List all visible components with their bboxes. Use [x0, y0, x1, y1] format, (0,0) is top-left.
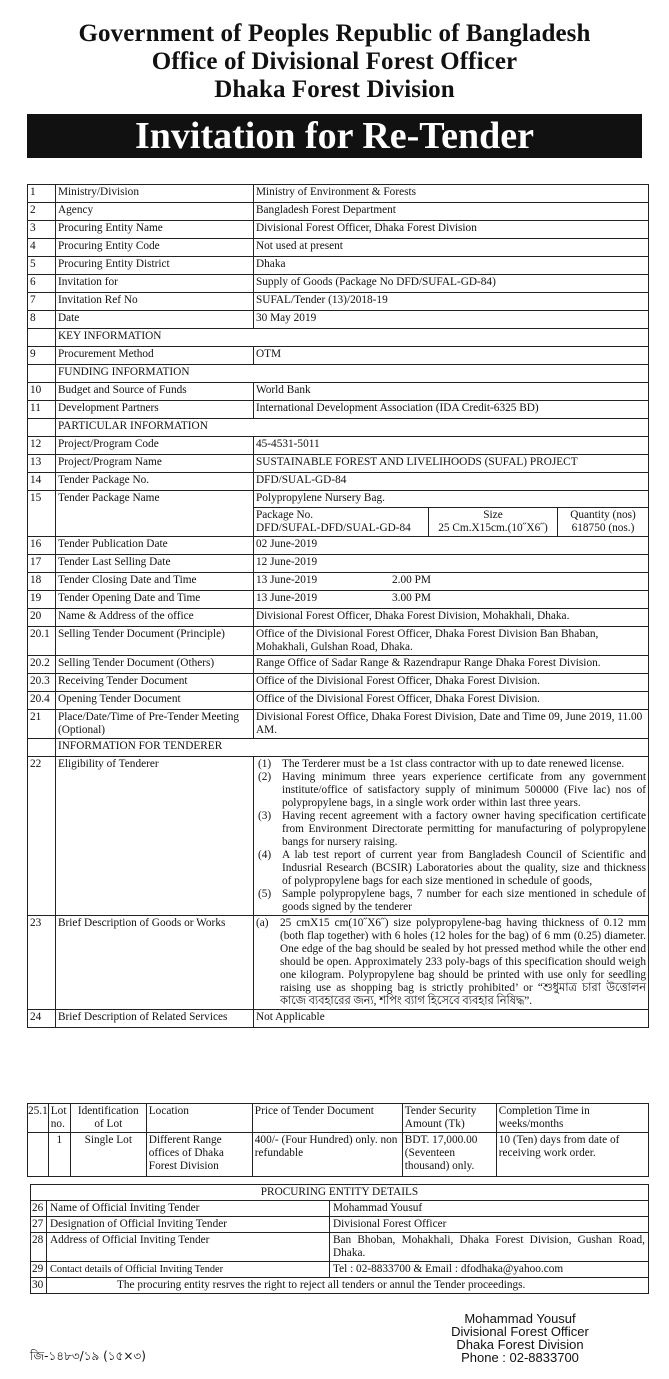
row-number: 29 [31, 1262, 47, 1278]
signatory-division: Dhaka Forest Division [456, 1337, 584, 1352]
row-value: Ministry of Environment & Forests [254, 185, 649, 203]
row-number: 17 [28, 555, 56, 573]
size-cell [429, 508, 558, 537]
package-no-value: DFD/SUFAL-DFD/SUAL-GD-84 [256, 522, 411, 534]
lot-location: Different Range offices of Dhaka Forest Division [146, 1133, 252, 1177]
row-number: 2 [28, 203, 56, 221]
eligibility-list-cell [254, 757, 649, 916]
row-number: 6 [28, 275, 56, 293]
row-number: 7 [28, 293, 56, 311]
row-label: Name & Address of the office [56, 609, 254, 627]
row-number: 28 [31, 1233, 47, 1262]
table-row [28, 239, 649, 257]
table-row [31, 1233, 649, 1262]
row-value [254, 573, 649, 591]
row-label: Date [56, 311, 254, 329]
lot-completion: 10 (Ten) days from date of receiving work order. [496, 1133, 648, 1177]
row-label: Brief Description of Goods or Works [56, 916, 254, 1010]
table-row [31, 1262, 649, 1278]
row-number: 20.3 [28, 674, 56, 692]
row-value: Divisional Forest Office, Dhaka Forest Division, Date and Time 09, June 2019, 11.00 AM. [254, 710, 649, 739]
row-value: OTM [254, 347, 649, 365]
eligibility-item-number: (3) [258, 810, 272, 822]
reservation-clause: The procuring entity resrves the right to reject all tenders or annul the Tender proceedings. [47, 1278, 649, 1294]
eligibility-list [256, 758, 646, 914]
eligibility-item [258, 771, 646, 810]
lot-header-location: Location [146, 1104, 252, 1133]
row-label: Selling Tender Document (Others) [56, 656, 254, 674]
row-label: Brief Description of Related Services [56, 1010, 254, 1028]
row-value: Divisional Forest Officer, Dhaka Forest Division, Mohakhali, Dhaka. [254, 609, 649, 627]
row-label: Opening Tender Document [56, 692, 254, 710]
package-no-cell [254, 508, 429, 537]
lot-header-lot: Lot no. [48, 1104, 70, 1133]
signatory-name: Mohammad Yousuf [464, 1311, 576, 1326]
row-number: 4 [28, 239, 56, 257]
table-row [28, 221, 649, 239]
table-row [28, 401, 649, 419]
signature-block [420, 1312, 620, 1364]
row-label: Project/Program Name [56, 455, 254, 473]
lot-number: 1 [48, 1133, 70, 1177]
table-row [28, 203, 649, 221]
eligibility-item-number: (1) [258, 758, 272, 770]
table-row [28, 674, 649, 692]
row-value [254, 591, 649, 609]
row-number: 27 [31, 1217, 47, 1233]
eligibility-item-number: (5) [258, 888, 272, 900]
table-row [28, 555, 649, 573]
row-label: Name of Official Inviting Tender [47, 1201, 330, 1217]
table-row [28, 537, 649, 555]
procuring-title: PROCURING ENTITY DETAILS [31, 1185, 649, 1201]
eligibility-item [258, 849, 646, 888]
row-value: SUSTAINABLE FOREST AND LIVELIHOODS (SUFAL) PROJECT [254, 455, 649, 473]
eligibility-item-number: (2) [258, 771, 272, 783]
row-value: Supply of Goods (Package No DFD/SUFAL-GD-84) [254, 275, 649, 293]
section-heading: FUNDING INFORMATION [56, 365, 649, 383]
quantity-cell [558, 508, 649, 537]
row-number: 1 [28, 185, 56, 203]
table-row [28, 609, 649, 627]
section-row [28, 365, 649, 383]
row-number: 22 [28, 757, 56, 916]
row-number: 24 [28, 1010, 56, 1028]
row-label: Selling Tender Document (Principle) [56, 627, 254, 656]
signatory-phone: Phone : 02-8833700 [461, 1350, 579, 1365]
lot-security: BDT. 17,000.00 (Seventeen thousand) only. [402, 1133, 496, 1177]
row-number: 16 [28, 537, 56, 555]
closing-time: 2.00 PM [392, 574, 431, 586]
row-number: 26 [31, 1201, 47, 1217]
table-row [28, 437, 649, 455]
row-number: 8 [28, 311, 56, 329]
opening-date: 13 June-2019 [256, 592, 318, 604]
eligibility-item-text: Sample polypropylene bags, 7 number for each size mentioned in schedule of goods signed by the tenderer [282, 888, 646, 913]
table-row [28, 383, 649, 401]
eligibility-item-text: Having minimum three years experience certificate from any government institute/office of satisfactory supply of minimum 500000 (Five lac) nos of polypropylene bags, in a single work order within last three years. [282, 771, 646, 809]
row-label: Tender Publication Date [56, 537, 254, 555]
row-number: 9 [28, 347, 56, 365]
row-label: Tender Opening Date and Time [56, 591, 254, 609]
eligibility-item-text: A lab test report of current year from Bangladesh Council of Scientific and Indusrial Research (BCSIR) Laboratories about the quality, size and thickness of polypropylene bags for each size mentioned in schedule of goods, [282, 849, 646, 887]
table-row [28, 275, 649, 293]
row-number: 18 [28, 573, 56, 591]
eligibility-item [258, 758, 646, 771]
eligibility-item [258, 810, 646, 849]
row-value: Office of the Divisional Forest Officer, Dhaka Forest Division. [254, 674, 649, 692]
row-label: Contact details of Official Inviting Tender [47, 1262, 330, 1278]
row-value: 02 June-2019 [254, 537, 649, 555]
row-number: 13 [28, 455, 56, 473]
table-row [28, 916, 649, 1010]
row-number: 14 [28, 473, 56, 491]
row-number: 11 [28, 401, 56, 419]
lot-header-no: 25.1 [28, 1104, 49, 1133]
item-marker: (a) [256, 917, 269, 929]
row-label: Invitation for [56, 275, 254, 293]
row-label: Address of Official Inviting Tender [47, 1233, 330, 1262]
row-label: Ministry/Division [56, 185, 254, 203]
procuring-entity-table [30, 1184, 649, 1294]
row-value: 45-4531-5011 [254, 437, 649, 455]
quantity-value: 618750 (nos.) [571, 522, 635, 534]
row-number: 20 [28, 609, 56, 627]
row-label: Eligibility of Tenderer [56, 757, 254, 916]
table-row [28, 692, 649, 710]
package-no-header: Package No. [256, 509, 314, 521]
row-label: Development Partners [56, 401, 254, 419]
row-label: Procurement Method [56, 347, 254, 365]
lot-header-identification: Identification of Lot [70, 1104, 146, 1133]
row-value: Divisional Forest Officer [330, 1217, 649, 1233]
row-value: Office of the Divisional Forest Officer, Dhaka Forest Division. [254, 692, 649, 710]
eligibility-item-number: (4) [258, 849, 272, 861]
row-value: Polypropylene Nursery Bag. [256, 492, 385, 504]
section-heading: PARTICULAR INFORMATION [56, 419, 649, 437]
row-number: 5 [28, 257, 56, 275]
package-cell [254, 491, 649, 537]
row-value: Not Applicable [254, 1010, 649, 1028]
lot-row [28, 1133, 649, 1177]
header-line-1: Government of Peoples Republic of Bangladesh [78, 20, 591, 47]
row-number: 10 [28, 383, 56, 401]
table-row [28, 627, 649, 656]
header-line-2: Office of Divisional Forest Officer [151, 48, 518, 75]
row-value: SUFAL/Tender (13)/2018-19 [254, 293, 649, 311]
row-number: 19 [28, 591, 56, 609]
row-label: Designation of Official Inviting Tender [47, 1217, 330, 1233]
goods-description: 25 cmX15 cm(10˝X6˝) size polypropylene-bag having thickness of 0.12 mm (both flap together) with 6 holes (12 holes for the bag) of 6 mm (0.25) diameter. One edge of the bag should be sealed by hot pressed method while the other end should be open. Approximately 233 poly-bags of this specification should weigh one kilogram. Polypropylene bag should be printed with use only for seedling raising use as shopping bag is strictly prohibited’ or “শুধুমাত্র চারা উত্তোলন কাজে ব্যবহারের জন্য, শপিং ব্যাগ হিসেবে ব্যবহার নিষিদ্ধ”. [280, 917, 646, 1007]
row-number: 20.2 [28, 656, 56, 674]
tender-info-table [27, 184, 649, 1028]
table-row [31, 1201, 649, 1217]
row-value: 12 June-2019 [254, 555, 649, 573]
eligibility-item-text: The Terderer must be a 1st class contractor with up to date renewed license. [282, 758, 625, 770]
row-number: 3 [28, 221, 56, 239]
lot-header-price: Price of Tender Document [252, 1104, 402, 1133]
row-number: 15 [28, 491, 56, 537]
document-header [0, 20, 669, 104]
table-row [28, 757, 649, 916]
opening-time: 3.00 PM [392, 592, 431, 604]
row-value: International Development Association (IDA Credit-6325 BD) [254, 401, 649, 419]
lot-price: 400/- (Four Hundred) only. non refundable [252, 1133, 402, 1177]
lot-header-security: Tender Security Amount (Tk) [402, 1104, 496, 1133]
header-line-3: Dhaka Forest Division [214, 76, 455, 103]
table-row [28, 185, 649, 203]
signatory-designation: Divisional Forest Officer [451, 1324, 589, 1339]
lot-header-row [28, 1104, 649, 1133]
goods-description-cell [254, 916, 649, 1010]
row-number: 30 [31, 1278, 47, 1294]
closing-date: 13 June-2019 [256, 574, 318, 586]
row-label: Invitation Ref No [56, 293, 254, 311]
row-value: Office of the Divisional Forest Officer, Dhaka Forest Division Ban Bhaban, Mohakhali, Gulshan Road, Dhaka. [254, 627, 649, 656]
row-label: Procuring Entity District [56, 257, 254, 275]
row-value: World Bank [254, 383, 649, 401]
eligibility-item [258, 888, 646, 914]
invitation-banner: Invitation for Re-Tender [27, 114, 642, 158]
quantity-header: Quantity (nos) [570, 509, 636, 521]
row-value: DFD/SUAL-GD-84 [254, 473, 649, 491]
table-row [28, 257, 649, 275]
table-row [28, 1010, 649, 1028]
table-row [28, 473, 649, 491]
memo-number: জি-১৪৮৩/১৯ (১৫×৩) [30, 1349, 146, 1363]
lot-table [27, 1103, 649, 1177]
section-heading: KEY INFORMATION [56, 329, 649, 347]
table-row [31, 1278, 649, 1294]
row-number: 21 [28, 710, 56, 739]
row-number: 20.1 [28, 627, 56, 656]
table-row [28, 573, 649, 591]
row-label: Receiving Tender Document [56, 674, 254, 692]
row-number: 23 [28, 916, 56, 1010]
row-label: Tender Package Name [56, 491, 254, 537]
row-value: 30 May 2019 [254, 311, 649, 329]
row-label: Procuring Entity Code [56, 239, 254, 257]
row-label: Project/Program Code [56, 437, 254, 455]
row-label: Procuring Entity Name [56, 221, 254, 239]
row-label: Tender Closing Date and Time [56, 573, 254, 591]
row-value: Ban Bhoban, Mohakhali, Dhaka Forest Division, Gushan Road, Dhaka. [330, 1233, 649, 1262]
lot-header-completion: Completion Time in weeks/months [496, 1104, 648, 1133]
row-value: Divisional Forest Officer, Dhaka Forest Division [254, 221, 649, 239]
row-label: Place/Date/Time of Pre-Tender Meeting (Optional) [56, 710, 254, 739]
table-row [28, 347, 649, 365]
table-row [28, 591, 649, 609]
section-row [28, 739, 649, 757]
row-label: Tender Package No. [56, 473, 254, 491]
row-value: Dhaka [254, 257, 649, 275]
row-value: Bangladesh Forest Department [254, 203, 649, 221]
table-row [28, 491, 649, 537]
table-row [28, 656, 649, 674]
row-value: Mohammad Yousuf [330, 1201, 649, 1217]
row-label: Budget and Source of Funds [56, 383, 254, 401]
size-header: Size [483, 509, 503, 521]
eligibility-item-text: Having recent agreement with a factory owner having specification certificate from Environment Directorate permitting for manufacturing of polypropylene bangs for nursery raising. [282, 810, 646, 848]
section-row [28, 419, 649, 437]
table-row [28, 710, 649, 739]
table-row [28, 311, 649, 329]
section-row [28, 329, 649, 347]
size-value: 25 Cm.X15cm.(10˝X6˝) [438, 522, 548, 534]
table-row [31, 1217, 649, 1233]
row-label: Agency [56, 203, 254, 221]
section-heading: INFORMATION FOR TENDERER [56, 739, 649, 757]
row-value: Range Office of Sadar Range & Razendrapur Range Dhaka Forest Division. [254, 656, 649, 674]
row-value: Not used at present [254, 239, 649, 257]
lot-identification: Single Lot [70, 1133, 146, 1177]
row-label: Tender Last Selling Date [56, 555, 254, 573]
row-number: 20.4 [28, 692, 56, 710]
table-row [28, 293, 649, 311]
package-subtable [254, 507, 648, 536]
row-value: Tel : 02-8833700 & Email : dfodhaka@yahoo.com [330, 1262, 649, 1278]
row-number: 12 [28, 437, 56, 455]
table-row [28, 455, 649, 473]
